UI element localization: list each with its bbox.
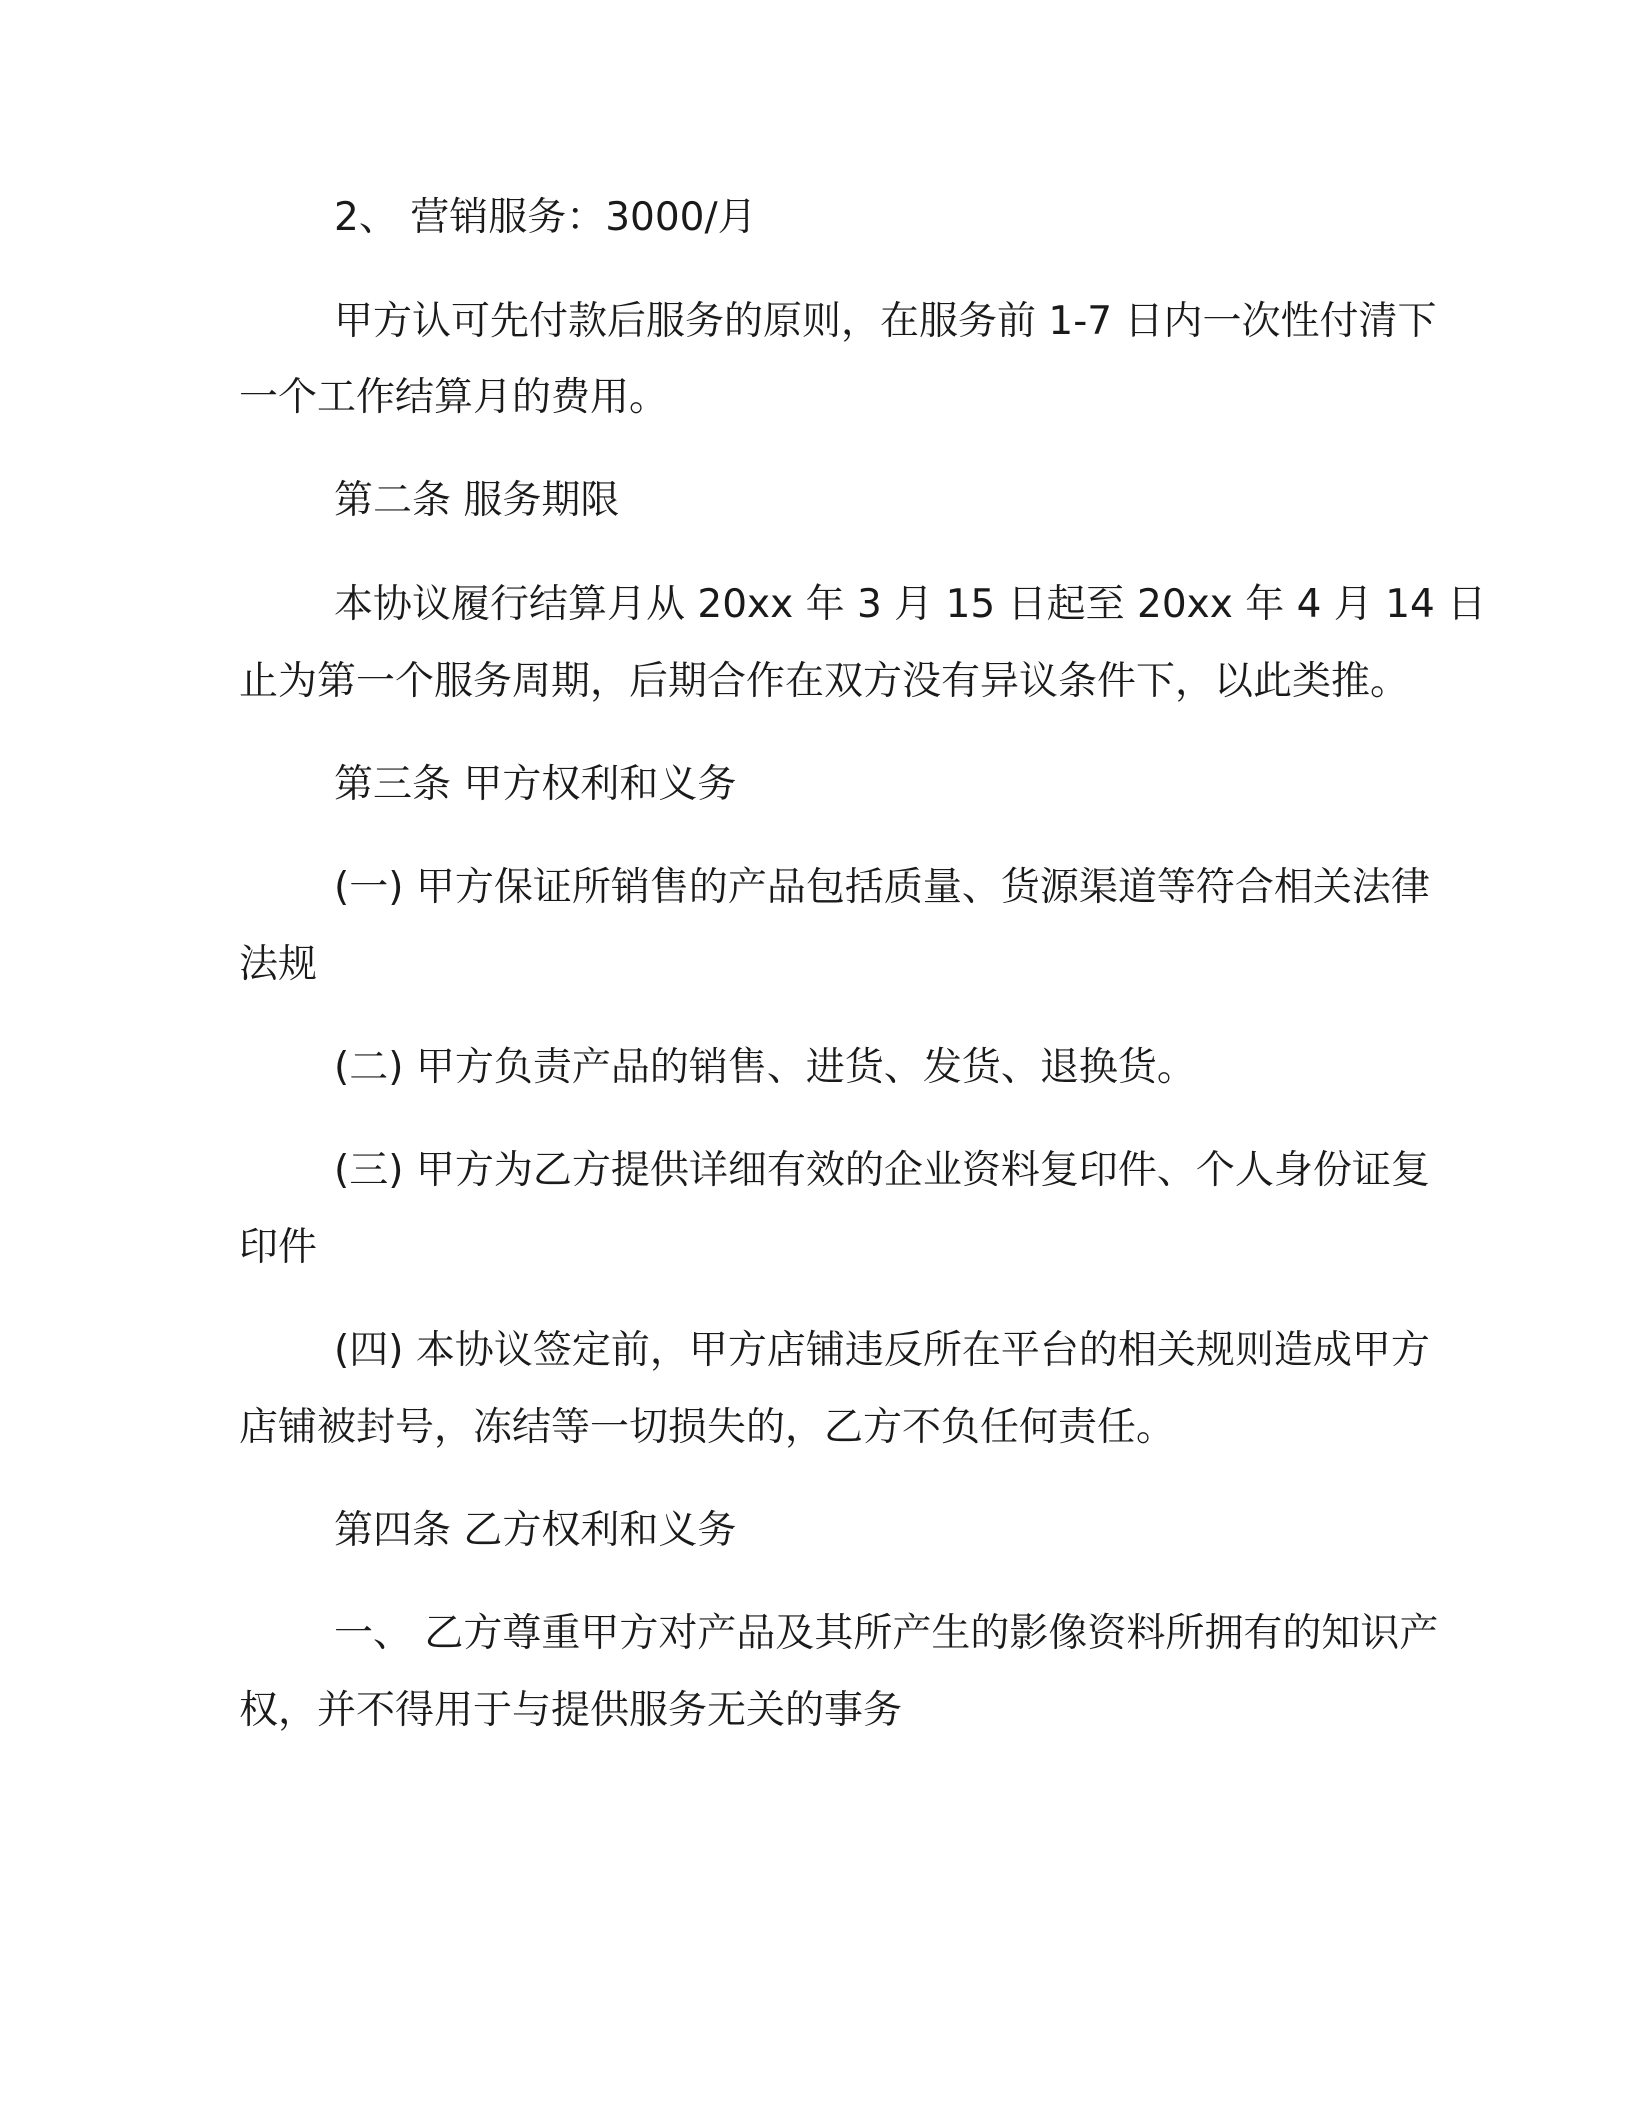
- payment-paragraph-line-2: 一个工作结算月的费用。: [239, 375, 669, 420]
- party-a-item-4-line-2: 店铺被封号，冻结等一切损失的，乙方不负任何责任。: [239, 1405, 1176, 1450]
- party-b-item-1-line-1: 一、 乙方尊重甲方对产品及其所产生的影像资料所拥有的知识产: [334, 1611, 1439, 1656]
- party-a-item-4-line-1: (四) 本协议签定前，甲方店铺违反所在平台的相关规则造成甲方: [334, 1328, 1430, 1373]
- term-paragraph-line-2: 止为第一个服务周期，后期合作在双方没有异议条件下，以此类推。: [239, 659, 1410, 704]
- section-heading-party-a: 第三条 甲方权利和义务: [334, 762, 737, 807]
- party-a-item-1-line-2: 法规: [239, 942, 318, 987]
- section-heading-service-term: 第二条 服务期限: [334, 478, 620, 523]
- party-a-item-1-line-1: (一) 甲方保证所销售的产品包括质量、货源渠道等符合相关法律: [334, 865, 1430, 910]
- item-marketing-fee: 2、 营销服务：3000/月: [334, 195, 757, 240]
- party-a-item-2: (二) 甲方负责产品的销售、进货、发货、退换货。: [334, 1045, 1196, 1090]
- term-paragraph-line-1: 本协议履行结算月从 20xx 年 3 月 15 日起至 20xx 年 4 月 14 日: [334, 582, 1487, 627]
- party-a-item-3-line-2: 印件: [239, 1225, 318, 1270]
- payment-paragraph-line-1: 甲方认可先付款后服务的原则，在服务前 1-7 日内一次性付清下: [334, 299, 1437, 344]
- party-b-item-1-line-2: 权，并不得用于与提供服务无关的事务: [239, 1688, 903, 1733]
- party-a-item-3-line-1: (三) 甲方为乙方提供详细有效的企业资料复印件、个人身份证复: [334, 1148, 1430, 1193]
- section-heading-party-b: 第四条 乙方权利和义务: [334, 1508, 737, 1553]
